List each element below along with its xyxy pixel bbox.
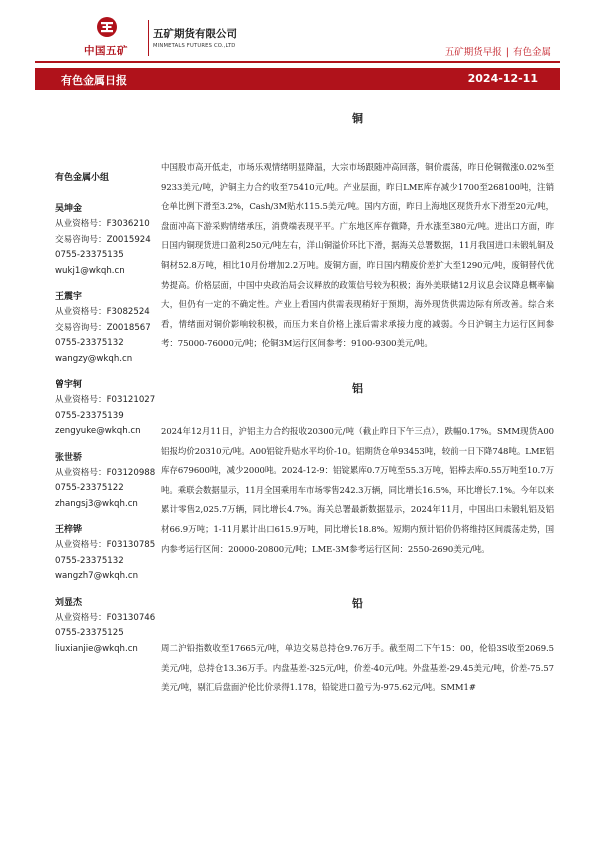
analyst-name: 王梓铧 (55, 525, 83, 535)
section-text-aluminum: 2024年12月11日，沪铝主力合约报收20300元/吨（截止昨日下午三点），跌幅0.17%。SMM现货A00铝报均价20310元/吨。A00铝锭升贴水平均价-10。铝期货仓单93453吨，较前一日下降748吨。LME铝库存679600吨，减少2000吨。2024-12-9：铝锭累库0.7万吨至55.3万吨，铝棒去库0.55万吨至10.7万吨。乘联会数据显示，11月全国乘用车市场零售242.3万辆，同比增长16.5%，环比增长7.1%。今年以来累计零售2,025.7万辆，同比增长4.7%。海关总署最新数据显示，2024年11月，中国出口未锻轧铝及铝材66.9万吨；1-11月累计出口615.9万吨，同比增长18.8%。短期内预计铝价仍将维持区间震荡走势，国内参考运行区间：20000-20800元/吨；LME-3M参考运行区间：2550-2690美元/吨。 (161, 425, 554, 554)
qualification-number: 从业资格号：F3082524 (55, 307, 150, 317)
analyst-name: 吴坤金 (55, 204, 83, 214)
logo-chinese-text: 中国五矿 (84, 45, 128, 57)
analyst-card (55, 289, 160, 367)
analyst-card (55, 201, 160, 279)
qualification-number: 从业资格号：F3036210 (55, 219, 150, 229)
phone-number: 0755-23375132 (55, 338, 124, 348)
qualification-number: 从业资格号：F03121027 (55, 395, 156, 405)
email-address: wangzy@wkqh.cn (55, 353, 133, 364)
company-name-en: MINMETALS FUTURES CO.,LTD (153, 43, 236, 49)
header-rule (35, 61, 560, 63)
breadcrumb-separator: | (505, 47, 509, 58)
header-breadcrumb (445, 44, 551, 58)
phone-number: 0755-23375139 (55, 410, 124, 421)
logo-divider (148, 20, 149, 56)
company-name-cn: 五矿期货有限公司 (153, 28, 237, 40)
analyst-name: 张世骄 (55, 452, 83, 463)
qualification-number: 从业资格号：F03130785 (55, 540, 156, 550)
report-banner (35, 68, 560, 90)
email-address: wangzh7@wkqh.cn (55, 571, 139, 581)
report-body (161, 110, 554, 698)
consulting-number: 交易咨询号：Z0018567 (55, 322, 151, 333)
breadcrumb-morning-report: 五矿期货早报 (444, 47, 502, 58)
team-name: 有色金属小组 (55, 173, 110, 183)
analyst-card (55, 450, 160, 513)
section-text-lead: 周二沪铅指数收至17665元/吨，单边交易总持仓9.76万手。截至周二下午15：00，伦铅3S收至2069.5美元/吨，总持仓13.36万手。内盘基差-325元/吨，价差-40元/吨。外盘基差-29.45美元/吨，价差-75.57美元/吨，剔汇后盘面沪伦比价录得1.178，铅锭进口盈亏为-975.62元/吨。SMM1# (161, 643, 554, 693)
section-heading-aluminum: 铝 (352, 381, 363, 395)
section-heading-copper: 铜 (352, 112, 363, 125)
qualification-number: 从业资格号：F03130746 (55, 612, 156, 623)
breadcrumb-nonferrous: 有色金属 (512, 47, 551, 58)
analyst-card (55, 595, 160, 658)
email-address: zhangsj3@wkqh.cn (55, 498, 138, 509)
company-logo (84, 16, 254, 60)
section-text-copper: 中国股市高开低走，市场乐观情绪明显降温，大宗市场跟随冲高回落，铜价震荡，昨日伦铜微涨0.02%至9233美元/吨，沪铜主力合约收至75410元/吨。产业层面，昨日LME库存减少1700至268100吨，注销仓单比例下滑至3.2%，Cash/3M贴水115.5美元/吨。国内方面，昨日上海地区现货升水下滑至20元/吨，盘面冲高下游采购情绪承压，消费端表现平平。广东地区库存微降，升水涨至380元/吨。进出口方面，昨日国内铜现货进口盈利250元/吨左右，洋山铜溢价环比下滑，据海关总署数据，11月我国进口未锻轧铜及铜材52.8万吨，相比10月份增加2.2万吨。废铜方面，昨日国内精废价差扩大至1290元/吨，废铜替代优势提高。价格层面，中国中央政治局会议释放的政策信号较为积极；海外美联储12月议息会议降息概率偏大，但仍有一定的不确定性。产业上看国内供需表现稍好于预期，海外现货供需边际有所改善。综合来看，情绪面对铜价影响较积极，而压力来自价格上涨后需求承接力度的减弱。今日沪铜主力运行区间参考：75000-76000元/吨；伦铜3M运行区间参考：9100-9300美元/吨。 (161, 162, 554, 349)
email-address: wukj1@wkqh.cn (55, 265, 125, 276)
section-heading-lead: 铅 (352, 597, 363, 611)
phone-number: 0755-23375135 (55, 250, 124, 260)
phone-number: 0755-23375132 (55, 555, 124, 566)
analyst-sidebar (55, 170, 160, 667)
qualification-number: 从业资格号：F03120988 (55, 467, 156, 478)
report-date: 2024-12-11 (467, 72, 538, 85)
analyst-card (55, 522, 160, 585)
email-address: zengyuke@wkqh.cn (55, 426, 141, 436)
report-title: 有色金属日报 (61, 74, 127, 87)
email-address: liuxianjie@wkqh.cn (55, 643, 138, 654)
analyst-name: 刘显杰 (55, 597, 83, 608)
minmetals-emblem-icon (96, 16, 118, 38)
consulting-number: 交易咨询号：Z0015924 (55, 234, 151, 245)
phone-number: 0755-23375125 (55, 628, 124, 638)
phone-number: 0755-23375122 (55, 483, 124, 493)
analyst-card (55, 377, 160, 440)
analyst-name: 王震宇 (55, 292, 83, 302)
analyst-name: 曾宇轲 (55, 380, 83, 390)
